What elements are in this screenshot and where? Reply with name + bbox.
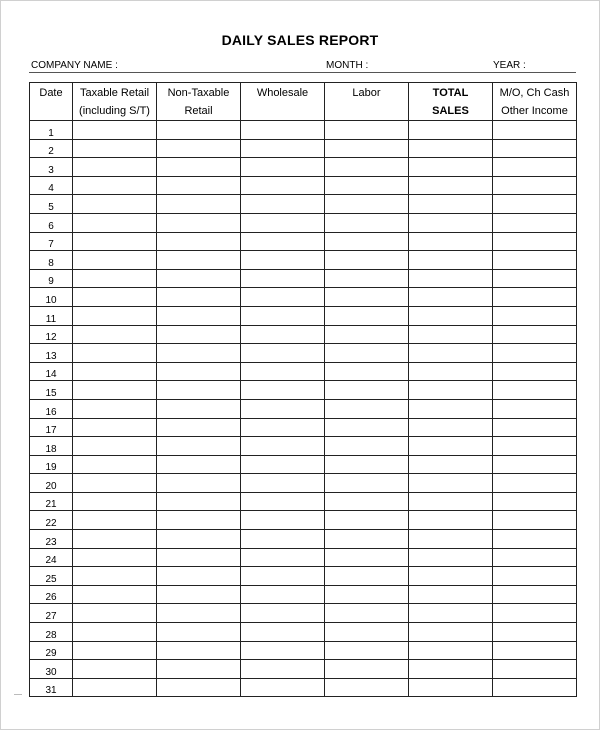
column-header-labor: Labor	[325, 83, 409, 121]
total-sales-cell[interactable]	[409, 455, 493, 474]
taxable-retail-cell[interactable]	[73, 437, 157, 456]
table-row	[30, 139, 577, 158]
non-taxable-retail-cell[interactable]	[157, 567, 241, 586]
total-sales-cell[interactable]	[409, 288, 493, 307]
table-row	[30, 604, 577, 623]
table-row	[30, 660, 577, 679]
non-taxable-retail-cell[interactable]	[157, 251, 241, 270]
table-row	[30, 678, 577, 697]
table-row	[30, 399, 577, 418]
wholesale-cell[interactable]	[241, 437, 325, 456]
day-number: 25	[30, 567, 73, 586]
day-number: 4	[30, 176, 73, 195]
total-sales-cell[interactable]	[409, 399, 493, 418]
taxable-retail-cell[interactable]	[73, 139, 157, 158]
non-taxable-retail-cell[interactable]	[157, 660, 241, 679]
day-number: 3	[30, 158, 73, 177]
table-row	[30, 418, 577, 437]
labor-cell[interactable]	[325, 492, 409, 511]
other-income-cell[interactable]	[493, 306, 577, 325]
wholesale-cell[interactable]	[241, 121, 325, 140]
labor-cell[interactable]	[325, 232, 409, 251]
labor-cell[interactable]	[325, 418, 409, 437]
wholesale-cell[interactable]	[241, 139, 325, 158]
wholesale-cell[interactable]	[241, 455, 325, 474]
wholesale-cell[interactable]	[241, 530, 325, 549]
non-taxable-retail-cell[interactable]	[157, 604, 241, 623]
wholesale-cell[interactable]	[241, 660, 325, 679]
taxable-retail-cell[interactable]	[73, 251, 157, 270]
day-number: 10	[30, 288, 73, 307]
non-taxable-retail-cell[interactable]	[157, 437, 241, 456]
column-header-other-income: M/O, Ch Cash Other Income	[493, 83, 577, 121]
total-sales-cell[interactable]	[409, 362, 493, 381]
table-row	[30, 195, 577, 214]
wholesale-cell[interactable]	[241, 176, 325, 195]
other-income-cell[interactable]	[493, 288, 577, 307]
labor-cell[interactable]	[325, 437, 409, 456]
wholesale-cell[interactable]	[241, 288, 325, 307]
taxable-retail-cell[interactable]	[73, 530, 157, 549]
wholesale-cell[interactable]	[241, 567, 325, 586]
non-taxable-retail-cell[interactable]	[157, 344, 241, 363]
wholesale-cell[interactable]	[241, 381, 325, 400]
taxable-retail-cell[interactable]	[73, 176, 157, 195]
column-header-non-taxable-retail: Non-Taxable Retail	[157, 83, 241, 121]
table-row	[30, 213, 577, 232]
total-sales-cell[interactable]	[409, 344, 493, 363]
day-number: 15	[30, 381, 73, 400]
taxable-retail-cell[interactable]	[73, 288, 157, 307]
non-taxable-retail-cell[interactable]	[157, 418, 241, 437]
total-sales-cell[interactable]	[409, 251, 493, 270]
other-income-cell[interactable]	[493, 418, 577, 437]
non-taxable-retail-cell[interactable]	[157, 492, 241, 511]
taxable-retail-cell[interactable]	[73, 121, 157, 140]
other-income-cell[interactable]	[493, 176, 577, 195]
day-number: 1	[30, 121, 73, 140]
other-income-cell[interactable]	[493, 325, 577, 344]
non-taxable-retail-cell[interactable]	[157, 288, 241, 307]
wholesale-cell[interactable]	[241, 399, 325, 418]
non-taxable-retail-cell[interactable]	[157, 232, 241, 251]
non-taxable-retail-cell[interactable]	[157, 585, 241, 604]
labor-cell[interactable]	[325, 176, 409, 195]
taxable-retail-cell[interactable]	[73, 399, 157, 418]
day-number: 30	[30, 660, 73, 679]
total-sales-cell[interactable]	[409, 604, 493, 623]
other-income-cell[interactable]	[493, 158, 577, 177]
column-header-date: Date	[30, 83, 73, 121]
taxable-retail-cell[interactable]	[73, 158, 157, 177]
other-income-cell[interactable]	[493, 213, 577, 232]
table-row	[30, 176, 577, 195]
total-sales-cell[interactable]	[409, 530, 493, 549]
wholesale-cell[interactable]	[241, 511, 325, 530]
labor-cell[interactable]	[325, 585, 409, 604]
labor-cell[interactable]	[325, 511, 409, 530]
wholesale-cell[interactable]	[241, 158, 325, 177]
table-row	[30, 474, 577, 493]
table-header-row	[30, 83, 577, 121]
year-label: YEAR :	[493, 60, 526, 71]
total-sales-cell[interactable]	[409, 418, 493, 437]
other-income-cell[interactable]	[493, 548, 577, 567]
other-income-cell[interactable]	[493, 530, 577, 549]
labor-cell[interactable]	[325, 344, 409, 363]
table-row	[30, 511, 577, 530]
wholesale-cell[interactable]	[241, 232, 325, 251]
labor-cell[interactable]	[325, 530, 409, 549]
table-row	[30, 641, 577, 660]
wholesale-cell[interactable]	[241, 548, 325, 567]
table-row	[30, 251, 577, 270]
taxable-retail-cell[interactable]	[73, 306, 157, 325]
wholesale-cell[interactable]	[241, 585, 325, 604]
table-row	[30, 232, 577, 251]
day-number: 5	[30, 195, 73, 214]
day-number: 21	[30, 492, 73, 511]
column-header-total-sales: TOTAL SALES	[409, 83, 493, 121]
other-income-cell[interactable]	[493, 362, 577, 381]
non-taxable-retail-cell[interactable]	[157, 641, 241, 660]
total-sales-cell[interactable]	[409, 269, 493, 288]
taxable-retail-cell[interactable]	[73, 511, 157, 530]
table-body	[30, 121, 577, 697]
wholesale-cell[interactable]	[241, 344, 325, 363]
day-number: 28	[30, 623, 73, 642]
taxable-retail-cell[interactable]	[73, 660, 157, 679]
total-sales-cell[interactable]	[409, 176, 493, 195]
day-number: 27	[30, 604, 73, 623]
table-row	[30, 306, 577, 325]
labor-cell[interactable]	[325, 158, 409, 177]
table-row	[30, 288, 577, 307]
labor-cell[interactable]	[325, 306, 409, 325]
other-income-cell[interactable]	[493, 399, 577, 418]
labor-cell[interactable]	[325, 325, 409, 344]
labor-cell[interactable]	[325, 678, 409, 697]
non-taxable-retail-cell[interactable]	[157, 139, 241, 158]
non-taxable-retail-cell[interactable]	[157, 530, 241, 549]
total-sales-cell[interactable]	[409, 139, 493, 158]
taxable-retail-cell[interactable]	[73, 604, 157, 623]
day-number: 11	[30, 306, 73, 325]
wholesale-cell[interactable]	[241, 213, 325, 232]
other-income-cell[interactable]	[493, 232, 577, 251]
labor-cell[interactable]	[325, 623, 409, 642]
other-income-cell[interactable]	[493, 139, 577, 158]
other-income-cell[interactable]	[493, 623, 577, 642]
table-row	[30, 530, 577, 549]
total-sales-cell[interactable]	[409, 660, 493, 679]
day-number: 23	[30, 530, 73, 549]
non-taxable-retail-cell[interactable]	[157, 548, 241, 567]
wholesale-cell[interactable]	[241, 195, 325, 214]
non-taxable-retail-cell[interactable]	[157, 325, 241, 344]
other-income-cell[interactable]	[493, 567, 577, 586]
other-income-cell[interactable]	[493, 269, 577, 288]
other-income-cell[interactable]	[493, 511, 577, 530]
page-title: DAILY SALES REPORT	[221, 32, 379, 48]
table-row	[30, 269, 577, 288]
column-header-taxable-retail: Taxable Retail (including S/T)	[73, 83, 157, 121]
other-income-cell[interactable]	[493, 344, 577, 363]
day-number: 13	[30, 344, 73, 363]
taxable-retail-cell[interactable]	[73, 269, 157, 288]
wholesale-cell[interactable]	[241, 604, 325, 623]
table-row	[30, 455, 577, 474]
table-row	[30, 585, 577, 604]
non-taxable-retail-cell[interactable]	[157, 195, 241, 214]
non-taxable-retail-cell[interactable]	[157, 213, 241, 232]
wholesale-cell[interactable]	[241, 492, 325, 511]
non-taxable-retail-cell[interactable]	[157, 158, 241, 177]
table-row	[30, 362, 577, 381]
non-taxable-retail-cell[interactable]	[157, 176, 241, 195]
labor-cell[interactable]	[325, 269, 409, 288]
day-number: 17	[30, 418, 73, 437]
total-sales-cell[interactable]	[409, 474, 493, 493]
non-taxable-retail-cell[interactable]	[157, 362, 241, 381]
day-number: 12	[30, 325, 73, 344]
wholesale-cell[interactable]	[241, 251, 325, 270]
other-income-cell[interactable]	[493, 660, 577, 679]
non-taxable-retail-cell[interactable]	[157, 306, 241, 325]
table-row	[30, 492, 577, 511]
taxable-retail-cell[interactable]	[73, 344, 157, 363]
wholesale-cell[interactable]	[241, 325, 325, 344]
total-sales-cell[interactable]	[409, 381, 493, 400]
taxable-retail-cell[interactable]	[73, 585, 157, 604]
taxable-retail-cell[interactable]	[73, 418, 157, 437]
labor-cell[interactable]	[325, 660, 409, 679]
total-sales-cell[interactable]	[409, 158, 493, 177]
taxable-retail-cell[interactable]	[73, 232, 157, 251]
total-sales-cell[interactable]	[409, 548, 493, 567]
labor-cell[interactable]	[325, 251, 409, 270]
day-number: 6	[30, 213, 73, 232]
other-income-cell[interactable]	[493, 251, 577, 270]
day-number: 2	[30, 139, 73, 158]
day-number: 29	[30, 641, 73, 660]
other-income-cell[interactable]	[493, 585, 577, 604]
table-row	[30, 381, 577, 400]
taxable-retail-cell[interactable]	[73, 474, 157, 493]
non-taxable-retail-cell[interactable]	[157, 623, 241, 642]
table-row	[30, 623, 577, 642]
taxable-retail-cell[interactable]	[73, 567, 157, 586]
total-sales-cell[interactable]	[409, 567, 493, 586]
table-row	[30, 344, 577, 363]
page-mark	[14, 694, 22, 695]
table-row	[30, 158, 577, 177]
other-income-cell[interactable]	[493, 604, 577, 623]
table-row	[30, 548, 577, 567]
other-income-cell[interactable]	[493, 455, 577, 474]
non-taxable-retail-cell[interactable]	[157, 121, 241, 140]
wholesale-cell[interactable]	[241, 269, 325, 288]
month-label: MONTH :	[326, 60, 369, 71]
non-taxable-retail-cell[interactable]	[157, 511, 241, 530]
labor-cell[interactable]	[325, 641, 409, 660]
total-sales-cell[interactable]	[409, 306, 493, 325]
non-taxable-retail-cell[interactable]	[157, 678, 241, 697]
taxable-retail-cell[interactable]	[73, 548, 157, 567]
day-number: 9	[30, 269, 73, 288]
labor-cell[interactable]	[325, 121, 409, 140]
day-number: 14	[30, 362, 73, 381]
non-taxable-retail-cell[interactable]	[157, 474, 241, 493]
other-income-cell[interactable]	[493, 678, 577, 697]
other-income-cell[interactable]	[493, 492, 577, 511]
total-sales-cell[interactable]	[409, 585, 493, 604]
total-sales-cell[interactable]	[409, 121, 493, 140]
non-taxable-retail-cell[interactable]	[157, 455, 241, 474]
wholesale-cell[interactable]	[241, 641, 325, 660]
total-sales-cell[interactable]	[409, 437, 493, 456]
labor-cell[interactable]	[325, 213, 409, 232]
total-sales-cell[interactable]	[409, 325, 493, 344]
total-sales-cell[interactable]	[409, 492, 493, 511]
wholesale-cell[interactable]	[241, 306, 325, 325]
taxable-retail-cell[interactable]	[73, 678, 157, 697]
table-row	[30, 437, 577, 456]
wholesale-cell[interactable]	[241, 474, 325, 493]
sales-table	[29, 82, 577, 697]
day-number: 20	[30, 474, 73, 493]
total-sales-cell[interactable]	[409, 195, 493, 214]
total-sales-cell[interactable]	[409, 232, 493, 251]
other-income-cell[interactable]	[493, 641, 577, 660]
wholesale-cell[interactable]	[241, 678, 325, 697]
total-sales-cell[interactable]	[409, 213, 493, 232]
total-sales-cell[interactable]	[409, 641, 493, 660]
wholesale-cell[interactable]	[241, 623, 325, 642]
other-income-cell[interactable]	[493, 381, 577, 400]
wholesale-cell[interactable]	[241, 418, 325, 437]
table-row	[30, 325, 577, 344]
labor-cell[interactable]	[325, 362, 409, 381]
wholesale-cell[interactable]	[241, 362, 325, 381]
labor-cell[interactable]	[325, 604, 409, 623]
day-number: 7	[30, 232, 73, 251]
labor-cell[interactable]	[325, 399, 409, 418]
company-name-label: COMPANY NAME :	[31, 60, 118, 71]
other-income-cell[interactable]	[493, 437, 577, 456]
taxable-retail-cell[interactable]	[73, 195, 157, 214]
day-number: 22	[30, 511, 73, 530]
labor-cell[interactable]	[325, 474, 409, 493]
total-sales-cell[interactable]	[409, 623, 493, 642]
table-row	[30, 567, 577, 586]
taxable-retail-cell[interactable]	[73, 325, 157, 344]
labor-cell[interactable]	[325, 381, 409, 400]
labor-cell[interactable]	[325, 455, 409, 474]
labor-cell[interactable]	[325, 567, 409, 586]
taxable-retail-cell[interactable]	[73, 362, 157, 381]
table-row	[30, 121, 577, 140]
info-underline	[29, 72, 576, 73]
day-number: 26	[30, 585, 73, 604]
day-number: 31	[30, 678, 73, 697]
other-income-cell[interactable]	[493, 121, 577, 140]
day-number: 8	[30, 251, 73, 270]
taxable-retail-cell[interactable]	[73, 623, 157, 642]
non-taxable-retail-cell[interactable]	[157, 381, 241, 400]
day-number: 18	[30, 437, 73, 456]
taxable-retail-cell[interactable]	[73, 492, 157, 511]
non-taxable-retail-cell[interactable]	[157, 269, 241, 288]
day-number: 19	[30, 455, 73, 474]
taxable-retail-cell[interactable]	[73, 213, 157, 232]
labor-cell[interactable]	[325, 288, 409, 307]
taxable-retail-cell[interactable]	[73, 381, 157, 400]
labor-cell[interactable]	[325, 139, 409, 158]
other-income-cell[interactable]	[493, 195, 577, 214]
total-sales-cell[interactable]	[409, 678, 493, 697]
taxable-retail-cell[interactable]	[73, 641, 157, 660]
labor-cell[interactable]	[325, 548, 409, 567]
non-taxable-retail-cell[interactable]	[157, 399, 241, 418]
taxable-retail-cell[interactable]	[73, 455, 157, 474]
column-header-wholesale: Wholesale	[241, 83, 325, 121]
labor-cell[interactable]	[325, 195, 409, 214]
day-number: 16	[30, 399, 73, 418]
total-sales-cell[interactable]	[409, 511, 493, 530]
day-number: 24	[30, 548, 73, 567]
other-income-cell[interactable]	[493, 474, 577, 493]
